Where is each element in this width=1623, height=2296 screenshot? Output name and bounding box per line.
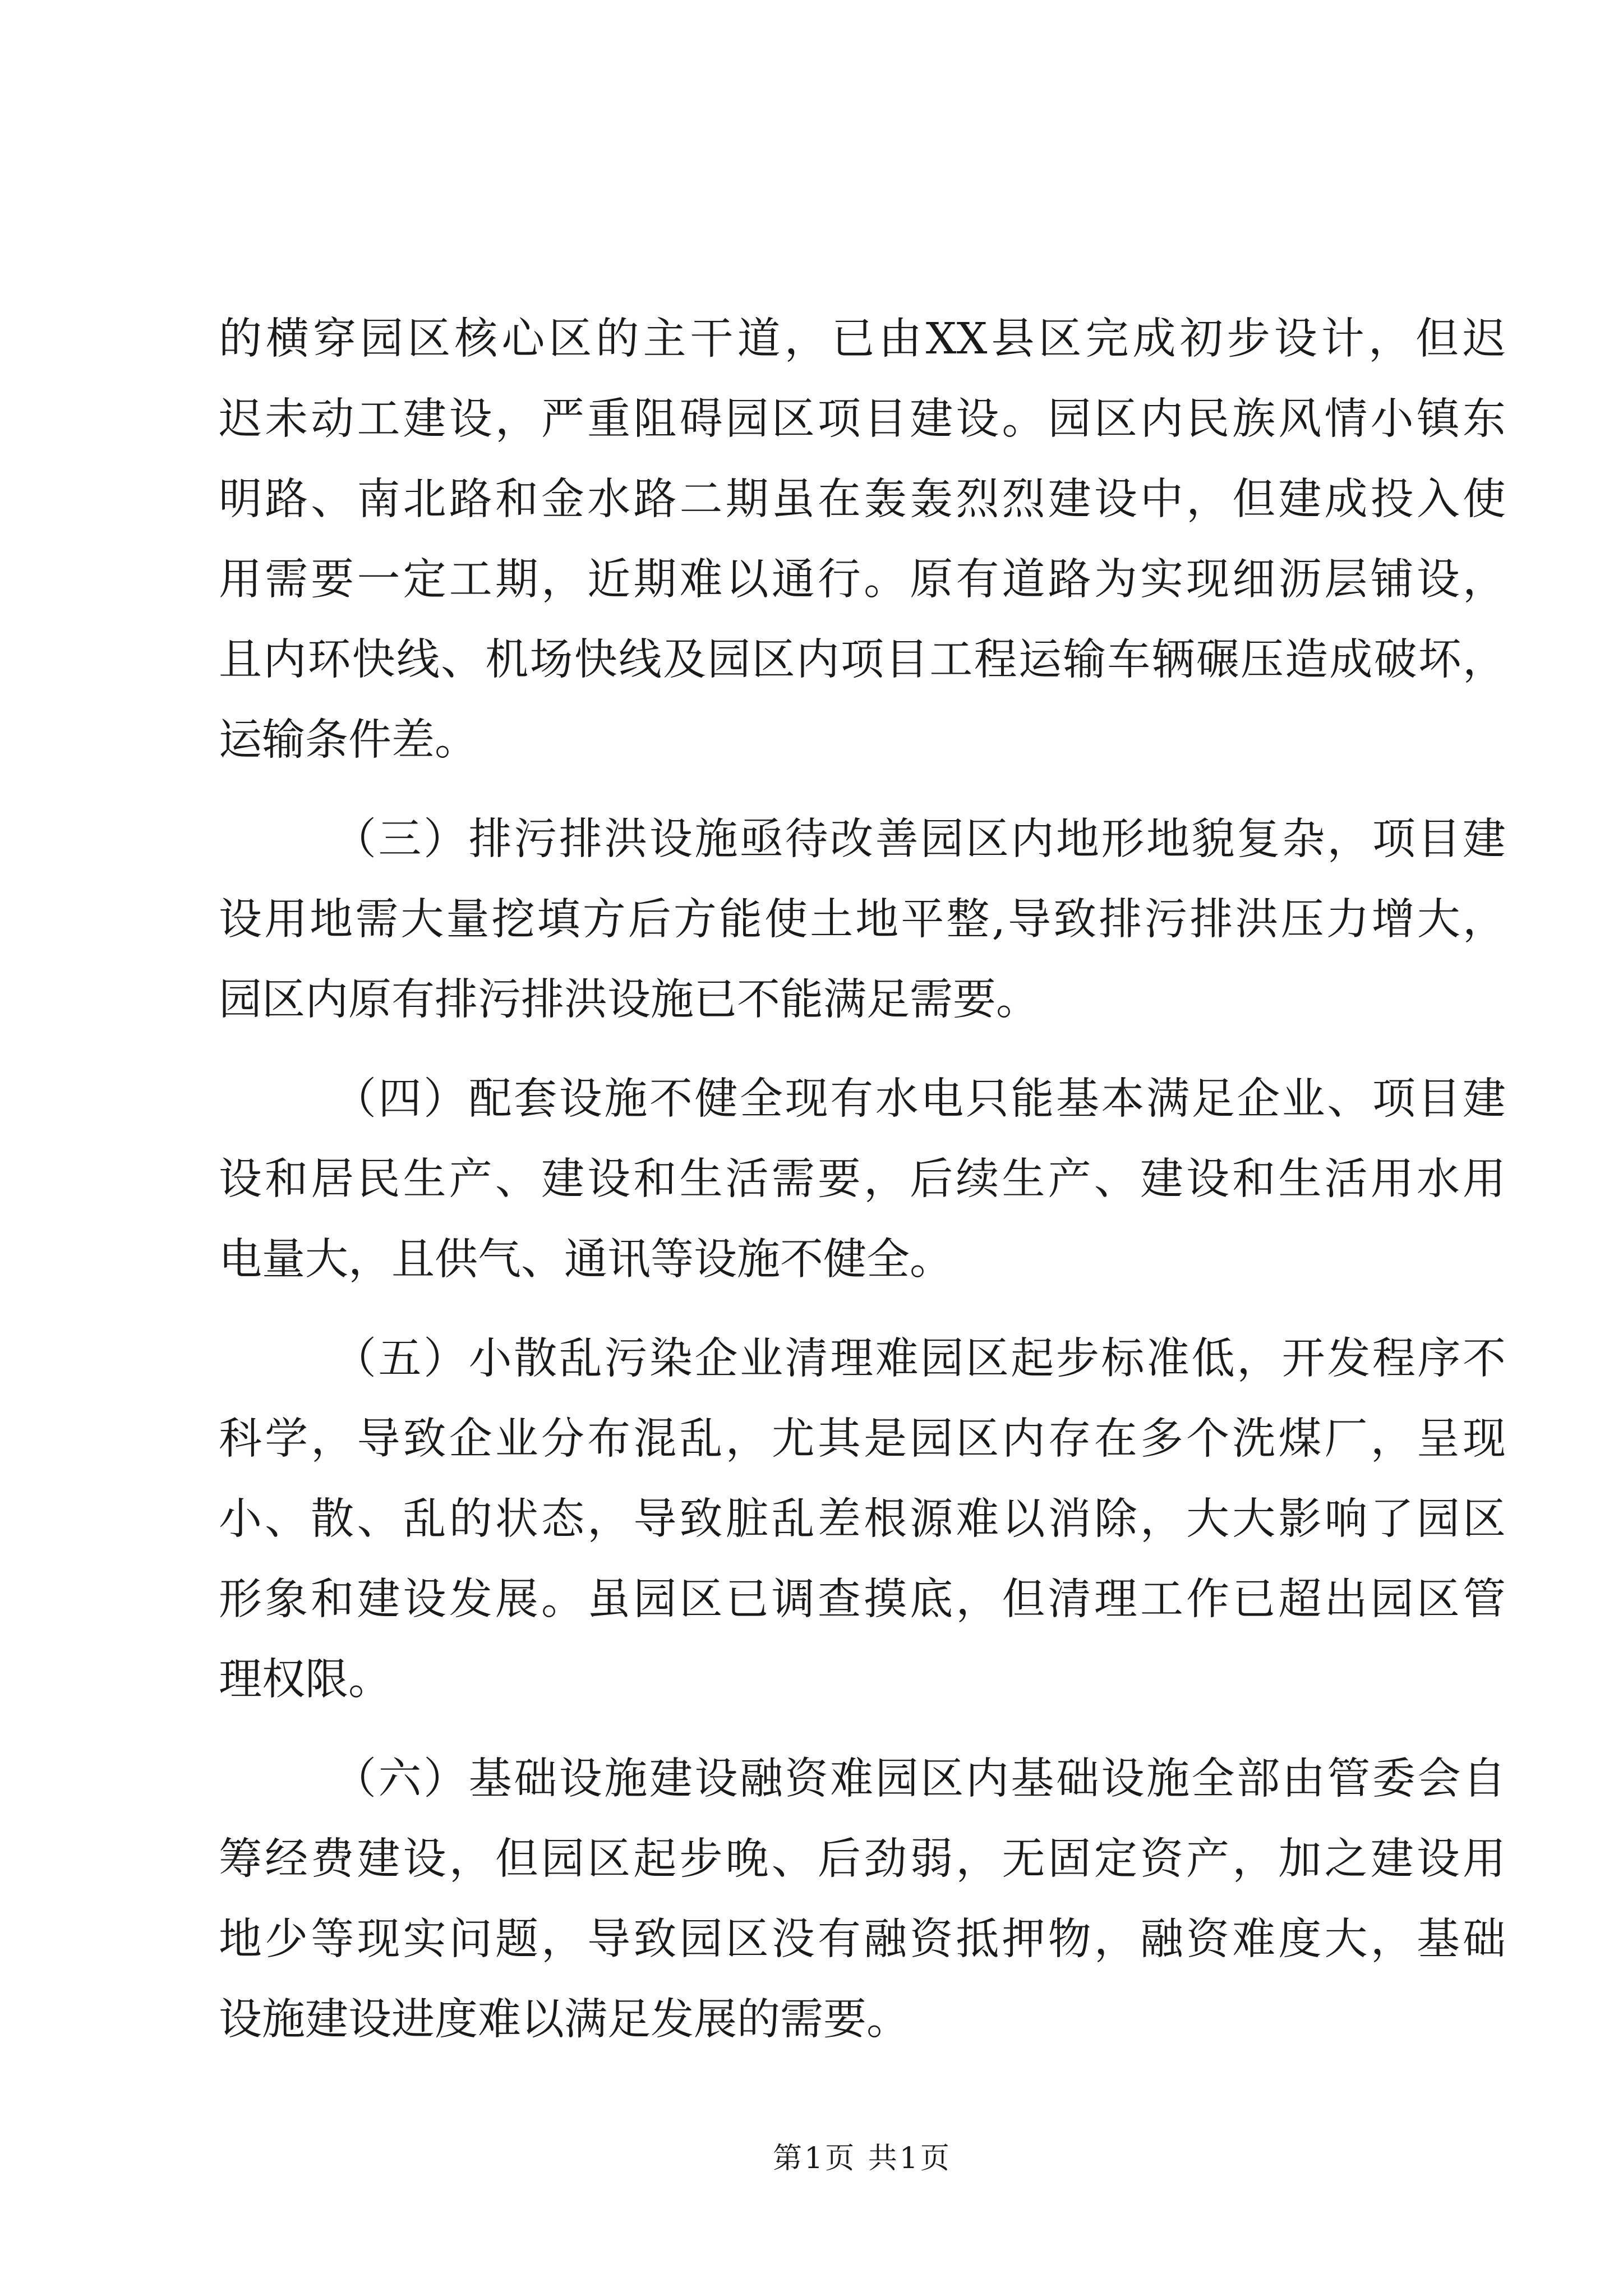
text-line: 小、散、乱的状态，导致脏乱差根源难以消除，大大影响了园区 <box>219 1494 1506 1544</box>
page-number-footer: 第1页 共1页 <box>773 2142 952 2175</box>
text-line: 设用地需大量挖填方后方能使土地平整,导致排污排洪压力增大， <box>219 895 1506 945</box>
text-line: 电量大，且供气、通讯等设施不健全。 <box>219 1235 953 1285</box>
paragraph <box>219 1739 1506 2060</box>
text-line: 筹经费建设，但园区起步晚、后劲弱，无固定资产，加之建设用 <box>219 1834 1506 1884</box>
section-heading-line: （五）小散乱污染企业清理难园区起步标准低，开发程序不 <box>333 1334 1506 1384</box>
text-line: 科学，导致企业分布混乱，尤其是园区内存在多个洗煤厂，呈现 <box>219 1414 1506 1464</box>
text-line: 设施建设进度难以满足发展的需要。 <box>219 1995 910 2045</box>
text-line: 运输条件差。 <box>219 715 478 765</box>
text-line: 地少等现实问题，导致园区没有融资抵押物，融资难度大，基础 <box>219 1915 1506 1964</box>
text-line: 理权限。 <box>219 1655 391 1705</box>
text-line: 园区内原有排污排洪设施已不能满足需要。 <box>219 975 1039 1025</box>
section-heading-line: （四）配套设施不健全现有水电只能基本满足企业、项目建 <box>333 1074 1506 1124</box>
text-line: 迟未动工建设，严重阻碍园区项目建设。园区内民族风情小镇东 <box>219 394 1506 444</box>
text-line: 设和居民生产、建设和生活需要，后续生产、建设和生活用水用 <box>219 1154 1506 1204</box>
text-line: 用需要一定工期，近期难以通行。原有道路为实现细沥层铺设， <box>219 555 1506 605</box>
document-body <box>219 299 1506 2060</box>
text-line: 的横穿园区核心区的主干道，已由XX县区完成初步设计，但迟 <box>219 314 1506 364</box>
section-heading-line: （三）排污排洪设施亟待改善园区内地形地貌复杂，项目建 <box>333 815 1506 864</box>
paragraph <box>219 799 1506 1040</box>
text-line: 形象和建设发展。虽园区已调查摸底，但清理工作已超出园区管 <box>219 1575 1506 1625</box>
paragraph <box>219 1059 1506 1300</box>
text-line: 且内环快线、机场快线及园区内项目工程运输车辆碾压造成破坏， <box>219 635 1506 685</box>
text-line: 明路、南北路和金水路二期虽在轰轰烈烈建设中，但建成投入使 <box>219 475 1506 524</box>
paragraph <box>219 299 1506 780</box>
section-heading-line: （六）基础设施建设融资难园区内基础设施全部由管委会自 <box>333 1754 1506 1804</box>
paragraph <box>219 1319 1506 1720</box>
